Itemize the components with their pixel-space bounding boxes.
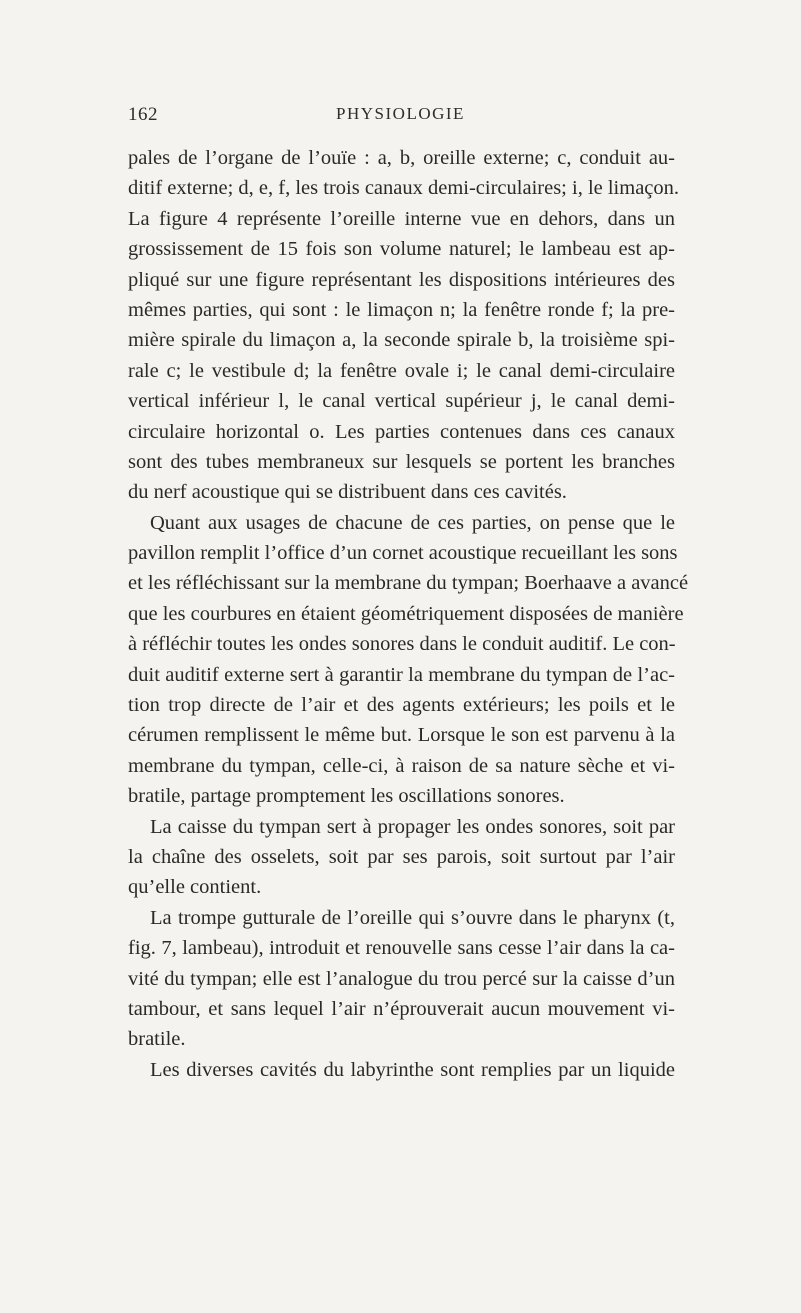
text-line: la chaîne des osselets, soit par ses parois, soit surtout par l’air (128, 845, 675, 868)
text-line: duit auditif externe sert à garantir la membrane du tympan de l’ac- (128, 663, 675, 686)
text-line: La trompe gutturale de l’oreille qui s’ouvre dans le pharynx (t, (150, 906, 675, 929)
text-line: pavillon remplit l’office d’un cornet acoustique recueillant les sons (128, 542, 678, 565)
text-line: pliqué sur une figure représentant les dispositions intérieures des (128, 268, 675, 291)
text-line: et les réfléchissant sur la membrane du tympan; Boerhaave a avancé (128, 572, 689, 595)
text-line: bratile. (128, 1028, 186, 1051)
text-line: tambour, et sans lequel l’air n’éprouverait aucun mouvement vi- (128, 997, 675, 1020)
text-line: mêmes parties, qui sont : le limaçon n; la fenêtre ronde f; la pre- (128, 298, 675, 321)
text-line: bratile, partage promptement les oscillations sonores. (128, 785, 565, 808)
text-line: Les diverses cavités du labyrinthe sont remplies par un liquide (150, 1058, 675, 1081)
text-line: vertical inférieur l, le canal vertical supérieur j, le canal demi- (128, 390, 675, 413)
text-line: La caisse du tympan sert à propager les ondes sonores, soit par (150, 815, 675, 838)
text-line: pales de l’organe de l’ouïe : a, b, oreille externe; c, conduit au- (128, 147, 675, 169)
text-line: cérumen remplissent le même but. Lorsque le son est parvenu à la (128, 724, 675, 747)
text-line: fig. 7, lambeau), introduit et renouvelle sans cesse l’air dans la ca- (128, 937, 675, 960)
text-line: circulaire horizontal o. Les parties contenues dans ces canaux (128, 420, 675, 443)
text-line: du nerf acoustique qui se distribuent dans ces cavités. (128, 481, 567, 504)
text-line: qu’elle contient. (128, 876, 262, 899)
text-line: vité du tympan; elle est l’analogue du trou percé sur la caisse d’un (128, 967, 675, 990)
running-head: PHYSIOLOGIE (336, 104, 465, 123)
text-line: rale c; le vestibule d; la fenêtre ovale i; le canal demi-circulaire (128, 359, 675, 382)
text-line: Quant aux usages de chacune de ces parties, on pense que le (150, 511, 675, 534)
text-line: sont des tubes membraneux sur lesquels se portent les branches (128, 450, 675, 473)
text-line: membrane du tympan, celle-ci, à raison de sa nature sèche et vi- (128, 754, 675, 777)
text-line: que les courbures en étaient géométriquement disposées de manière (128, 602, 684, 625)
text-line: La figure 4 représente l’oreille interne vue en dehors, dans un (128, 207, 675, 230)
body-text (128, 143, 689, 1085)
text-line: ditif externe; d, e, f, les trois canaux demi-circulaires; i, le limaçon. (128, 177, 680, 200)
text-line: grossissement de 15 fois son volume naturel; le lambeau est ap- (128, 238, 675, 261)
page-number: 162 (128, 104, 158, 125)
text-line: tion trop directe de l’air et des agents extérieurs; les poils et le (128, 694, 675, 717)
page-header (128, 104, 673, 128)
text-line: à réfléchir toutes les ondes sonores dans le conduit auditif. Le con- (128, 633, 676, 656)
text-line: mière spirale du limaçon a, la seconde spirale b, la troisième spi- (128, 329, 675, 352)
